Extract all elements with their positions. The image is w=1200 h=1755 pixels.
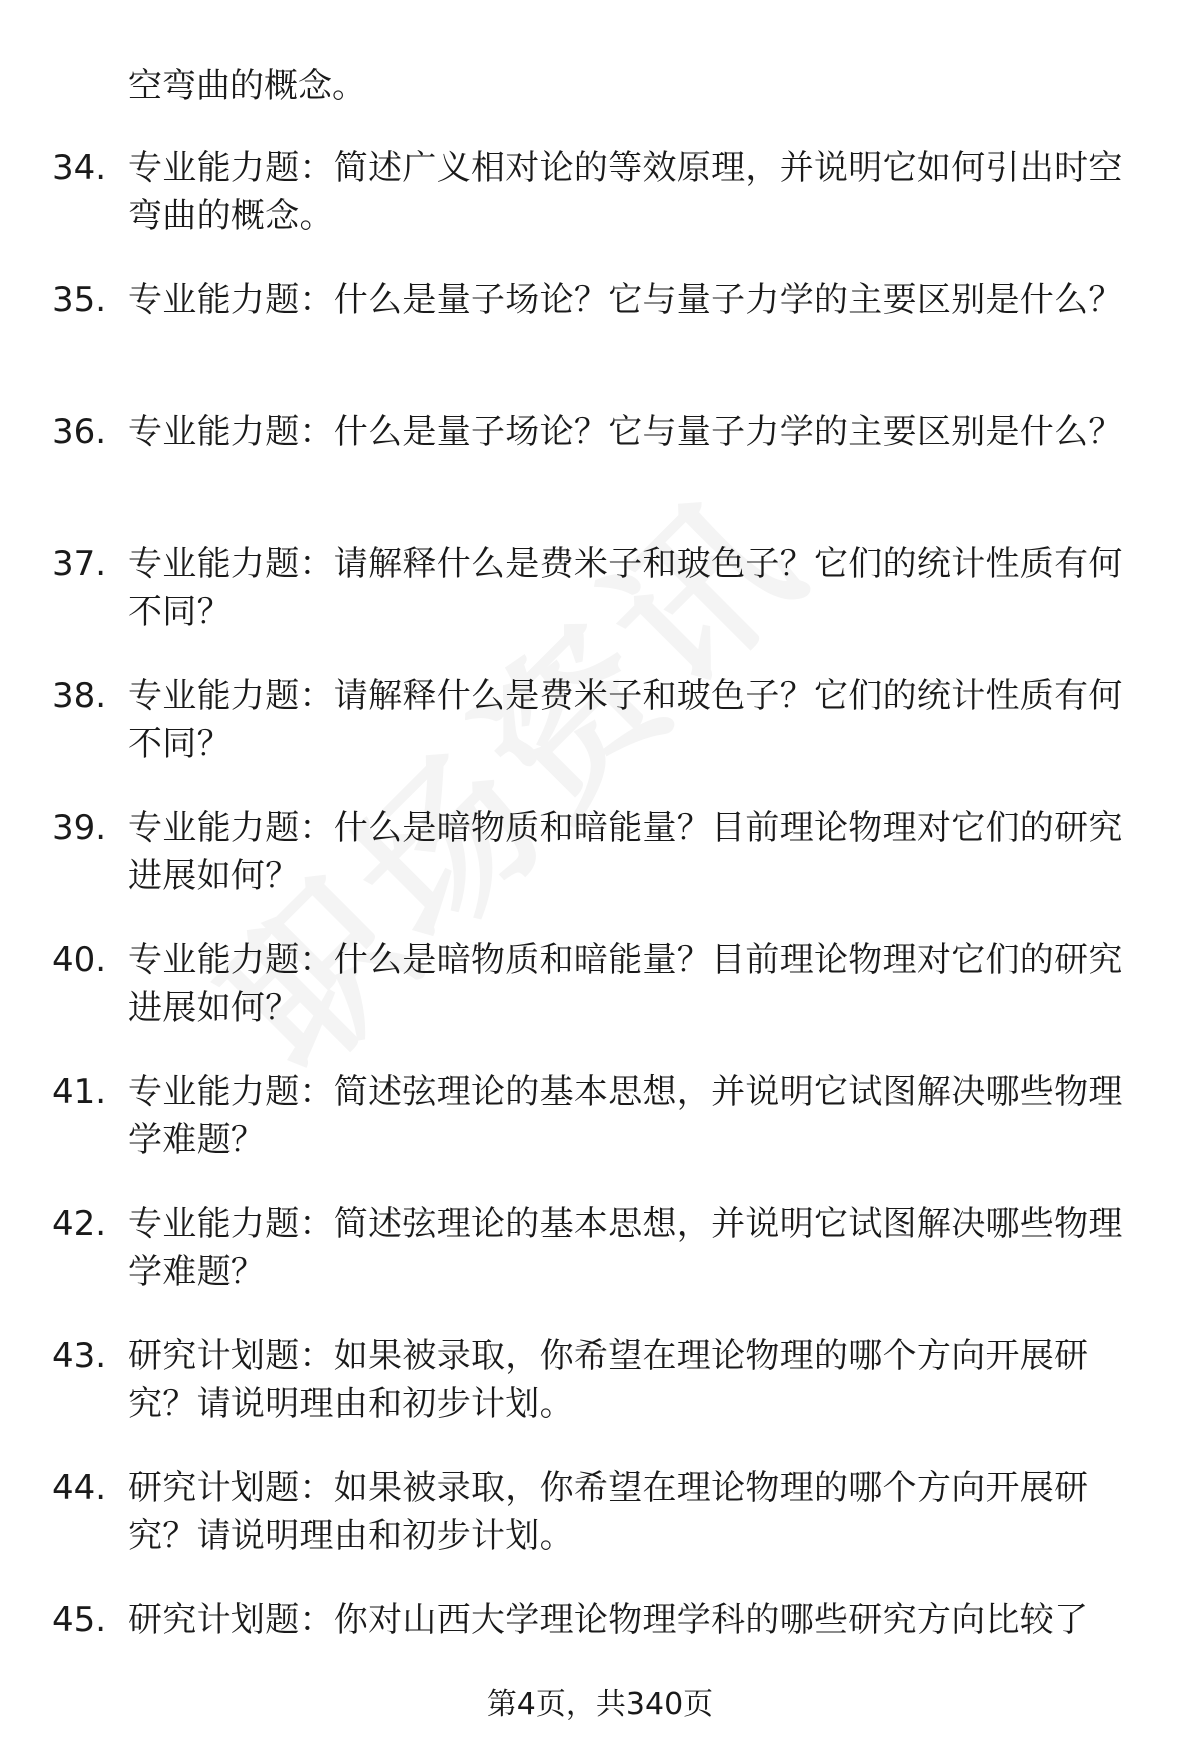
list-item: [0, 408, 1200, 540]
continued-text: 空弯曲的概念。: [128, 66, 366, 106]
item-number: 39.: [52, 808, 107, 848]
item-text: 研究计划题：你对山西大学理论物理学科的哪些研究方向比较了: [128, 1600, 1089, 1640]
item-text: 研究计划题：如果被录取，你希望在理论物理的哪个方向开展研究？请说明理由和初步计划。: [128, 1468, 1089, 1556]
list-item: [0, 144, 1200, 276]
item-text: 专业能力题：什么是暗物质和暗能量？目前理论物理对它们的研究进展如何？: [128, 808, 1123, 896]
list-item: [0, 1464, 1200, 1596]
page-footer: 第4页，共340页: [486, 1687, 714, 1722]
item-text: 专业能力题：简述弦理论的基本思想，并说明它试图解决哪些物理学难题？: [128, 1072, 1123, 1160]
item-text: 专业能力题：简述弦理论的基本思想，并说明它试图解决哪些物理学难题？: [128, 1204, 1123, 1292]
list-item: [0, 672, 1200, 804]
item-number: 35.: [52, 280, 107, 320]
list-item: [0, 540, 1200, 672]
item-number: 44.: [52, 1468, 107, 1508]
item-text: 专业能力题：什么是暗物质和暗能量？目前理论物理对它们的研究进展如何？: [128, 940, 1123, 1028]
list-item: [0, 1068, 1200, 1200]
list-item: [0, 936, 1200, 1068]
item-number: 41.: [52, 1072, 107, 1112]
question-list: [0, 144, 1200, 1728]
item-number: 34.: [52, 148, 107, 188]
item-number: 37.: [52, 544, 107, 584]
item-text: 研究计划题：如果被录取，你希望在理论物理的哪个方向开展研究？请说明理由和初步计划。: [128, 1336, 1089, 1424]
list-item: [0, 804, 1200, 936]
item-text: 专业能力题：请解释什么是费米子和玻色子？它们的统计性质有何不同？: [128, 544, 1123, 632]
item-text: 专业能力题：请解释什么是费米子和玻色子？它们的统计性质有何不同？: [128, 676, 1123, 764]
item-number: 38.: [52, 676, 107, 716]
item-number: 43.: [52, 1336, 107, 1376]
item-number: 42.: [52, 1204, 107, 1244]
item-number: 36.: [52, 412, 107, 452]
item-text: 专业能力题：简述广义相对论的等效原理，并说明它如何引出时空弯曲的概念。: [128, 148, 1123, 236]
list-item: [0, 1200, 1200, 1332]
item-text: 专业能力题：什么是量子场论？它与量子力学的主要区别是什么？: [128, 412, 1123, 452]
item-number: 40.: [52, 940, 107, 980]
item-text: 专业能力题：什么是量子场论？它与量子力学的主要区别是什么？: [128, 280, 1123, 320]
list-item: [0, 276, 1200, 408]
list-item: [0, 1332, 1200, 1464]
item-number: 45.: [52, 1600, 107, 1640]
